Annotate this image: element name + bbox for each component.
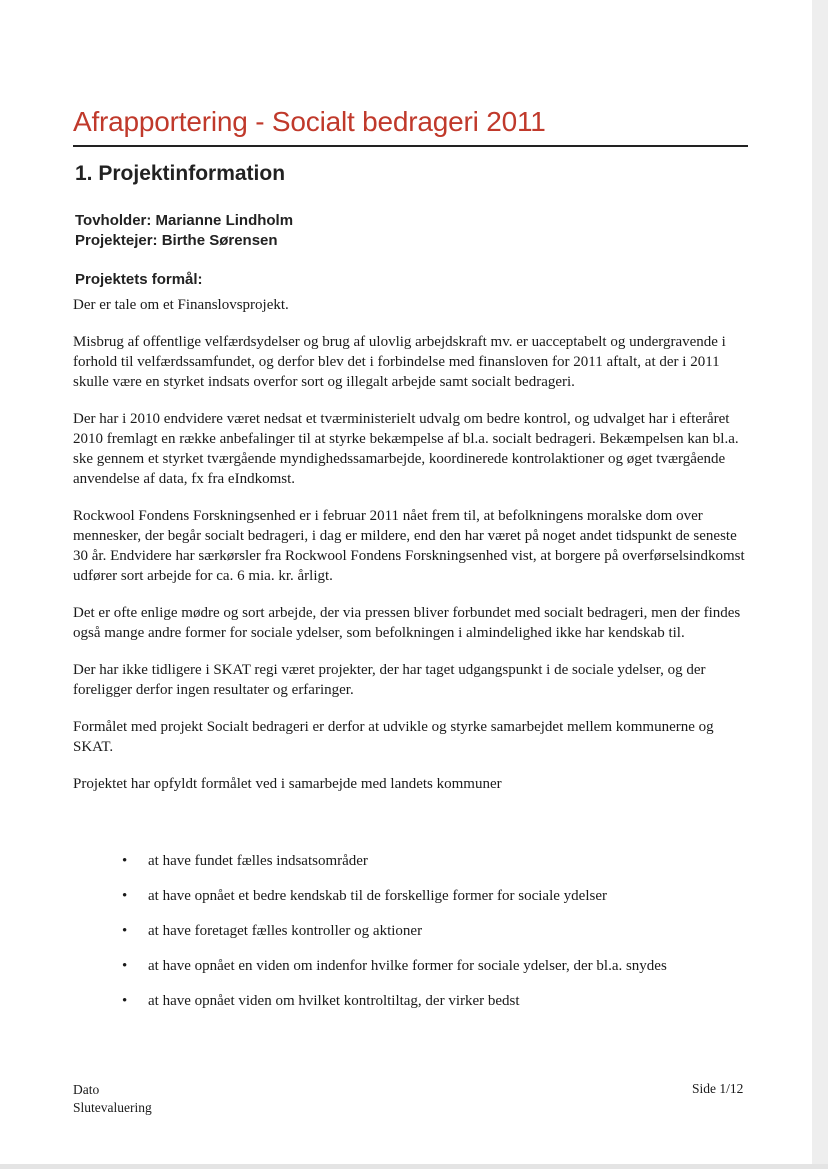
scan-edge bbox=[812, 0, 828, 1169]
scan-edge bbox=[0, 1164, 828, 1169]
list-item bbox=[122, 956, 667, 991]
title-divider bbox=[73, 145, 748, 147]
purpose-heading: Projektets formål: bbox=[75, 271, 203, 288]
footer-doc-label: Slutevaluering bbox=[73, 1100, 152, 1115]
document-title: Afrapportering - Socialt bedrageri 2011 bbox=[73, 106, 546, 137]
list-item-text: at have opnået et bedre kendskab til de forskellige former for sociale ydelser bbox=[148, 888, 607, 904]
bullet-list bbox=[122, 851, 667, 1026]
footer-left bbox=[73, 1081, 152, 1117]
paragraph: Formålet med projekt Socialt bedrageri er derfor at udvikle og styrke samarbejdet mellem kommunerne og SKAT. bbox=[73, 719, 714, 755]
paragraph: Der er tale om et Finanslovsprojekt. bbox=[73, 297, 289, 313]
page-number: Side 1/12 bbox=[692, 1081, 744, 1096]
list-item-text: at have foretaget fælles kontroller og aktioner bbox=[148, 923, 423, 939]
bullet-icon: • bbox=[122, 853, 128, 869]
list-item-text: at have opnået en viden om indenfor hvilke former for sociale ydelser, der bl.a. snydes bbox=[148, 958, 667, 974]
projektejer-line: Projektejer: Birthe Sørensen bbox=[75, 232, 278, 249]
list-item bbox=[122, 851, 667, 886]
list-item-text: at have fundet fælles indsatsområder bbox=[148, 853, 368, 869]
paragraph: Der har i 2010 endvidere været nedsat et tværministerielt udvalg om bedre kontrol, og udvalget har i efteråret 2010 fremlagt en række anbefalinger til at styrke bekæmpelse af bl.a. socialt bedrageri. Bekæmpelsen kan bl.a. ske gennem et styrket tværgående myndighedssamarbejde, koordinerede kontrolaktioner og øget tværgående anvendelse af data, fx fra eIndkomst. bbox=[73, 411, 739, 487]
bullet-icon: • bbox=[122, 958, 128, 974]
body-text bbox=[73, 295, 753, 811]
list-item bbox=[122, 921, 667, 956]
bullet-icon: • bbox=[122, 923, 128, 939]
paragraph: Projektet har opfyldt formålet ved i samarbejde med landets kommuner bbox=[73, 776, 502, 792]
paragraph: Misbrug af offentlige velfærdsydelser og brug af ulovlig arbejdskraft mv. er uacceptabelt og undergravende i forhold til velfærdssamfundet, og derfor blev det i forbindelse med finansloven for 2011 aftalt, at der i 2011 skulle være en styrket indsats overfor sort og illegalt arbejde samt socialt bedrageri. bbox=[73, 334, 726, 390]
footer-date-label: Dato bbox=[73, 1082, 100, 1097]
section-heading: 1. Projektinformation bbox=[75, 162, 286, 185]
list-item bbox=[122, 991, 667, 1026]
list-item-text: at have opnået viden om hvilket kontroltiltag, der virker bedst bbox=[148, 993, 520, 1009]
bullet-icon: • bbox=[122, 993, 128, 1009]
project-roles bbox=[75, 211, 293, 251]
paragraph: Det er ofte enlige mødre og sort arbejde, der via pressen bliver forbundet med socialt bedrageri, men der findes også mange andre former for sociale ydelser, som befolkningen i almindelighed ikke har kendskab til. bbox=[73, 605, 741, 641]
tovholder-line: Tovholder: Marianne Lindholm bbox=[75, 212, 294, 229]
paragraph: Der har ikke tidligere i SKAT regi været projekter, der har taget udgangspunkt i de sociale ydelser, og der foreligger derfor ingen resultater og erfaringer. bbox=[73, 662, 706, 698]
paragraph: Rockwool Fondens Forskningsenhed er i februar 2011 nået frem til, at befolkningens moralske dom over mennesker, der begår socialt bedrageri, i dag er mildere, end den har været på noget andet tidspunkt de seneste 30 år. Endvidere har særkørsler fra Rockwool Fondens Forskningsenhed vist, at borgere på overførselsindkomst udfører sort arbejde for ca. 6 mia. kr. årligt. bbox=[73, 508, 745, 584]
bullet-icon: • bbox=[122, 888, 128, 904]
list-item bbox=[122, 886, 667, 921]
